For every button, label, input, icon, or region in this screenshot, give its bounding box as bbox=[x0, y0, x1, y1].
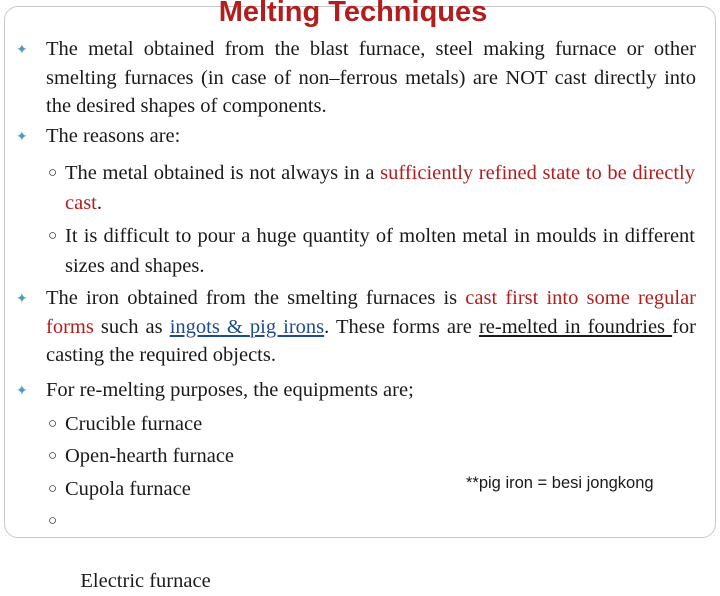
highlight-cast-first: cast first into some regular forms bbox=[46, 287, 696, 338]
reason-not-refined: ○ The metal obtained is not always in a sufficiently refined state to be directly cast. bbox=[65, 158, 695, 218]
diamond-arrow-bullet-icon: ✦ bbox=[16, 43, 28, 58]
circle-bullet-icon: ○ bbox=[48, 513, 58, 529]
pig-iron-translation-note: **pig iron = besi jongkong bbox=[466, 474, 654, 492]
bullet-text: For re-melting purposes, the equipments are; bbox=[46, 379, 414, 401]
bullet-remelting-equipments bbox=[16, 376, 696, 405]
bullet-iron-obtained: ✦ The iron obtained from the smelting furnaces is cast first into some regular forms such as ingots & pig irons. These forms are re-melted in foundries for casting the required objects. bbox=[16, 287, 696, 366]
underlined-remelted-in-foundries: re-melted in foundries bbox=[478, 315, 673, 338]
circle-bullet-icon: ○ bbox=[48, 448, 58, 464]
reason-difficult-pour bbox=[48, 221, 695, 281]
diamond-arrow-bullet-icon: ✦ bbox=[16, 130, 28, 145]
equipment-cupola-furnace: ○ Cupola furnace bbox=[65, 474, 695, 504]
circle-bullet-icon: ○ bbox=[48, 481, 58, 497]
bullet-metal-not-cast bbox=[16, 35, 696, 121]
equipment-open-hearth-furnace: ○ Open-hearth furnace bbox=[65, 441, 695, 471]
diamond-arrow-bullet-icon: ✦ bbox=[16, 384, 28, 399]
circle-bullet-icon: ○ bbox=[48, 165, 58, 181]
reason-text: It is difficult to pour a huge quantity of molten metal in moulds in different sizes and shapes. bbox=[65, 225, 695, 277]
diamond-arrow-bullet-icon: ✦ bbox=[16, 292, 28, 307]
bullet-text: The reasons are: bbox=[46, 125, 181, 147]
slide-title: Melting Techniques bbox=[218, 0, 488, 28]
bullet-reasons bbox=[16, 122, 696, 151]
link-ingots[interactable]: ingots bbox=[169, 315, 220, 338]
circle-bullet-icon: ○ bbox=[48, 416, 58, 432]
highlight-refined-state: sufficiently refined state to be directly cast bbox=[65, 162, 695, 214]
equipment-electric-furnace: ○ Electric furnace bbox=[65, 506, 695, 596]
circle-bullet-icon: ○ bbox=[48, 228, 58, 244]
bullet-text: The metal obtained from the blast furnace, steel making furnace or other smelting furnaces (in case of non–ferrous metals) are NOT cast directly into the desired shapes of components. bbox=[46, 38, 696, 117]
link-pig-irons[interactable]: pig irons bbox=[249, 315, 325, 338]
equipment-crucible-furnace: ○ Crucible furnace bbox=[65, 409, 695, 439]
